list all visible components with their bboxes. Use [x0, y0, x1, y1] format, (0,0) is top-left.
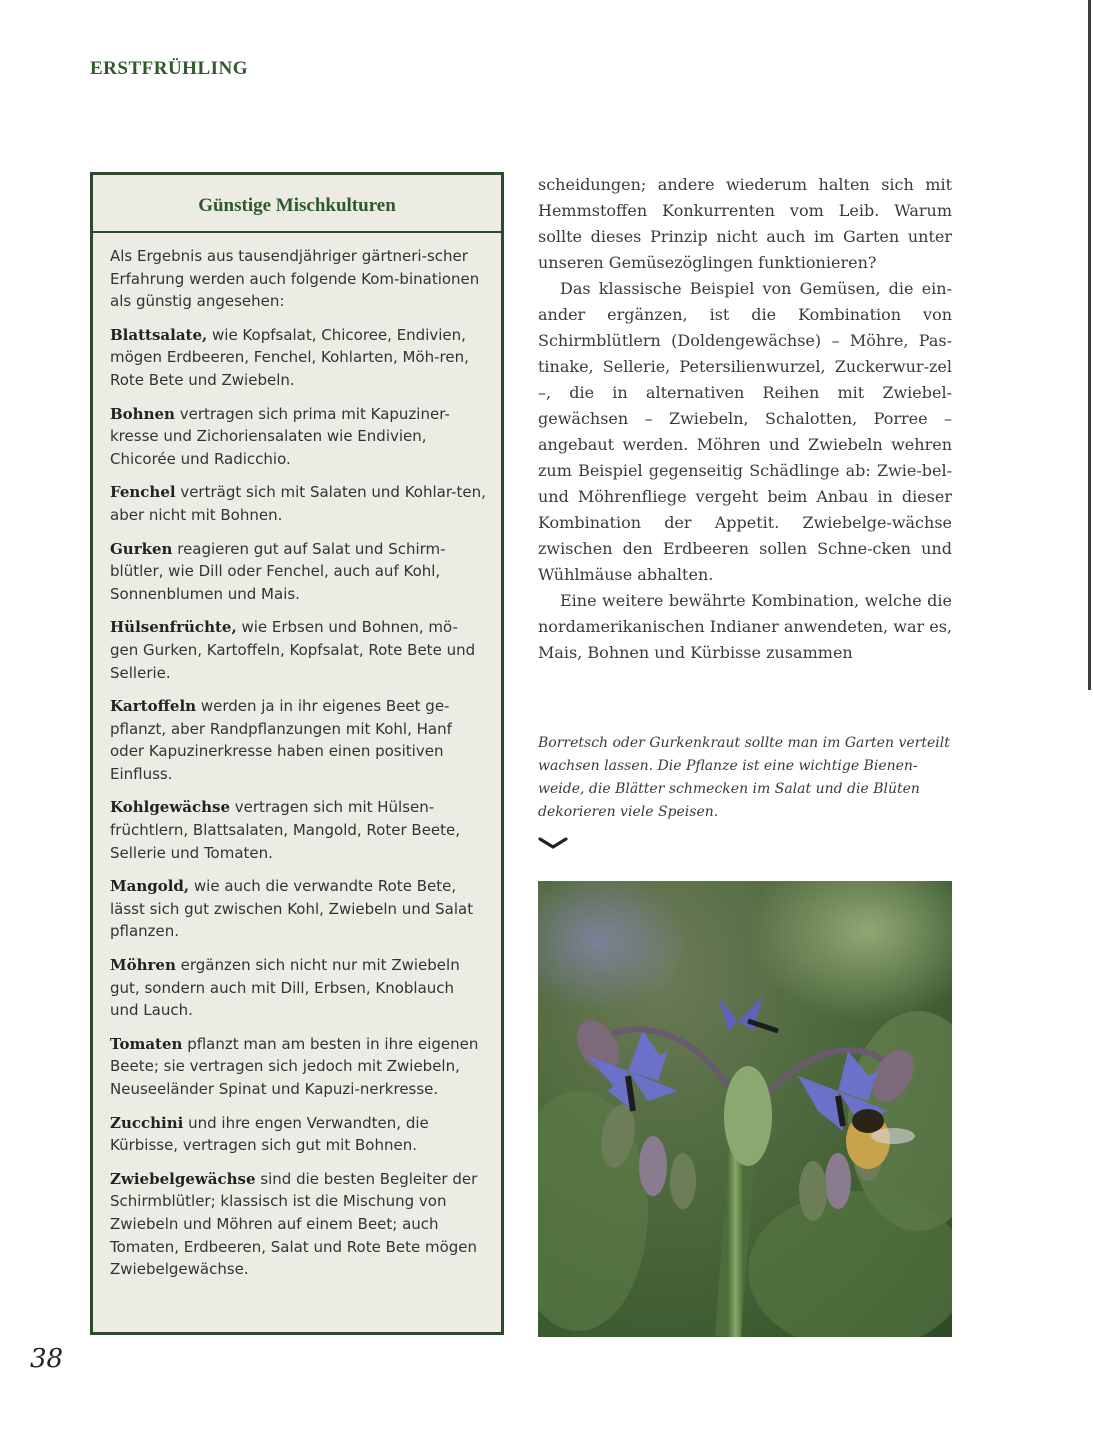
running-head: ERSTFRÜHLING: [90, 58, 249, 79]
entry-text: vertragen sich mit Hülsen-früchtlern, Blattsalaten, Mangold, Roter Beete, Sellerie und Tomaten.: [110, 798, 461, 862]
photo-caption: Borretsch oder Gurkenkraut sollte man im Garten verteilt wachsen lassen. Die Pflanze ist eine wichtige Bienen-weide, die Blätter schmecken im Salat und die Blüten dekorieren viele Speisen.: [538, 735, 950, 820]
entry-term: Kohlgewächse: [110, 798, 231, 817]
entry-term: Zwiebelgewächse: [110, 1169, 256, 1188]
box-title: Günstige Mischkulturen: [198, 195, 396, 216]
box-intro: Als Ergebnis aus tausendjähriger gärtneri-scher Erfahrung werden auch folgende Kom-binationen als günstig angesehen:: [110, 247, 480, 311]
body-paragraph: Das klassische Beispiel von Gemüsen, die ein-ander ergänzen, ist die Kombination von Schirmblütlern (Doldengewächse) – Möhre, Pas-tinake, Sellerie, Petersilienwurzel, Zuckerwur-zel –, die in alternativen Reihen mit Zwiebel-gewächsen – Zwiebeln, Schalotten, Porree – angebaut werden. Möhren und Zwiebeln wehren zum Beispiel gegenseitig Schädlinge ab: Zwie-bel- und Möhrenfliege vergeht beim Anbau in dieser Kombination der Appetit. Zwiebelge-wächse zwischen den Erdbeeren sollen Schne-cken und Wühlmäuse abhalten.: [538, 279, 952, 584]
box-entry: [110, 954, 486, 1022]
box-entry: [110, 875, 486, 943]
entry-term: Hülsenfrüchte,: [110, 618, 237, 637]
entry-text: vertragen sich prima mit Kapuziner-kresse und Zichoriensalaten wie Endivien, Chicorée und Radicchio.: [110, 404, 450, 468]
body-text-column: [538, 172, 952, 666]
entry-text: sind die besten Begleiter der Schirmblütler; klassisch ist die Mischung von Zwiebeln und Möhren auf einem Beet; auch Tomaten, Erdbeeren, Salat und Rote Bete mögen Zwiebelgewächse.: [110, 1169, 478, 1279]
entry-term: Gurken: [110, 539, 173, 558]
entry-term: Mangold,: [110, 877, 190, 896]
entry-text: wie Erbsen und Bohnen, mö-gen Gurken, Kartoffeln, Kopfsalat, Rote Bete und Sellerie.: [110, 618, 476, 682]
box-entry: [110, 481, 486, 526]
box-entry: [110, 403, 486, 471]
entry-text: verträgt sich mit Salaten und Kohlar-ten, aber nicht mit Bohnen.: [110, 483, 486, 524]
entry-term: Möhren: [110, 956, 176, 975]
entry-text: wie auch die verwandte Rote Bete, lässt sich gut zwischen Kohl, Zwiebeln und Salat pflanzen.: [110, 877, 474, 941]
entry-text: reagieren gut auf Salat und Schirm-blütler, wie Dill oder Fenchel, auch auf Kohl, Sonnenblumen und Mais.: [110, 539, 446, 603]
chevron-down-icon: [538, 836, 568, 850]
box-body: [110, 245, 486, 1292]
entry-text: ergänzen sich nicht nur mit Zwiebeln gut, sondern auch mit Dill, Erbsen, Knoblauch und Lauch.: [110, 956, 460, 1020]
box-entry: [110, 1112, 486, 1157]
box-entry: [110, 616, 486, 684]
page-edge-line: [1088, 0, 1091, 690]
box-entry: [110, 796, 486, 864]
entry-term: Tomaten: [110, 1034, 183, 1053]
box-entry: [110, 324, 486, 392]
entry-text: pflanzt man am besten in ihre eigenen Beete; sie vertragen sich jedoch mit Zwiebeln, Neuseeländer Spinat und Kapuzi-nerkresse.: [110, 1034, 479, 1098]
box-entry: [110, 1168, 486, 1281]
entry-term: Zucchini: [110, 1113, 184, 1132]
entry-term: Fenchel: [110, 483, 176, 502]
box-entry: [110, 538, 486, 606]
box-entry: [110, 695, 486, 785]
entry-text: werden ja in ihr eigenes Beet ge-pflanzt, aber Randpflanzungen mit Kohl, Hanf oder Kapuzinerkresse haben einen positiven Einfluss.: [110, 697, 452, 783]
entry-text: wie Kopfsalat, Chicoree, Endivien, mögen Erdbeeren, Fenchel, Kohlarten, Möh-ren, Rote Bete und Zwiebeln.: [110, 325, 469, 389]
box-entry: [110, 1033, 486, 1101]
borage-flower-illustration: [538, 881, 952, 1337]
entry-term: Bohnen: [110, 404, 175, 423]
page-number: 38: [30, 1344, 64, 1374]
entry-term: Kartoffeln: [110, 697, 197, 716]
body-paragraph: Eine weitere bewährte Kombination, welche die nordamerikanischen Indianer anwendeten, war es, Mais, Bohnen und Kürbisse zusammen: [538, 591, 952, 662]
sidebar-box-mixed-cultures: [90, 172, 504, 1335]
box-divider: [93, 231, 501, 233]
borage-photo: [538, 881, 952, 1337]
entry-term: Blattsalate,: [110, 325, 208, 344]
entry-text: und ihre engen Verwandten, die Kürbisse, vertragen sich gut mit Bohnen.: [110, 1113, 429, 1155]
body-paragraph: scheidungen; andere wiederum halten sich mit Hemmstoffen Konkurrenten vom Leib. Warum sollte dieses Prinzip nicht auch im Garten unter unseren Gemüsezöglingen funktionieren?: [538, 175, 952, 272]
